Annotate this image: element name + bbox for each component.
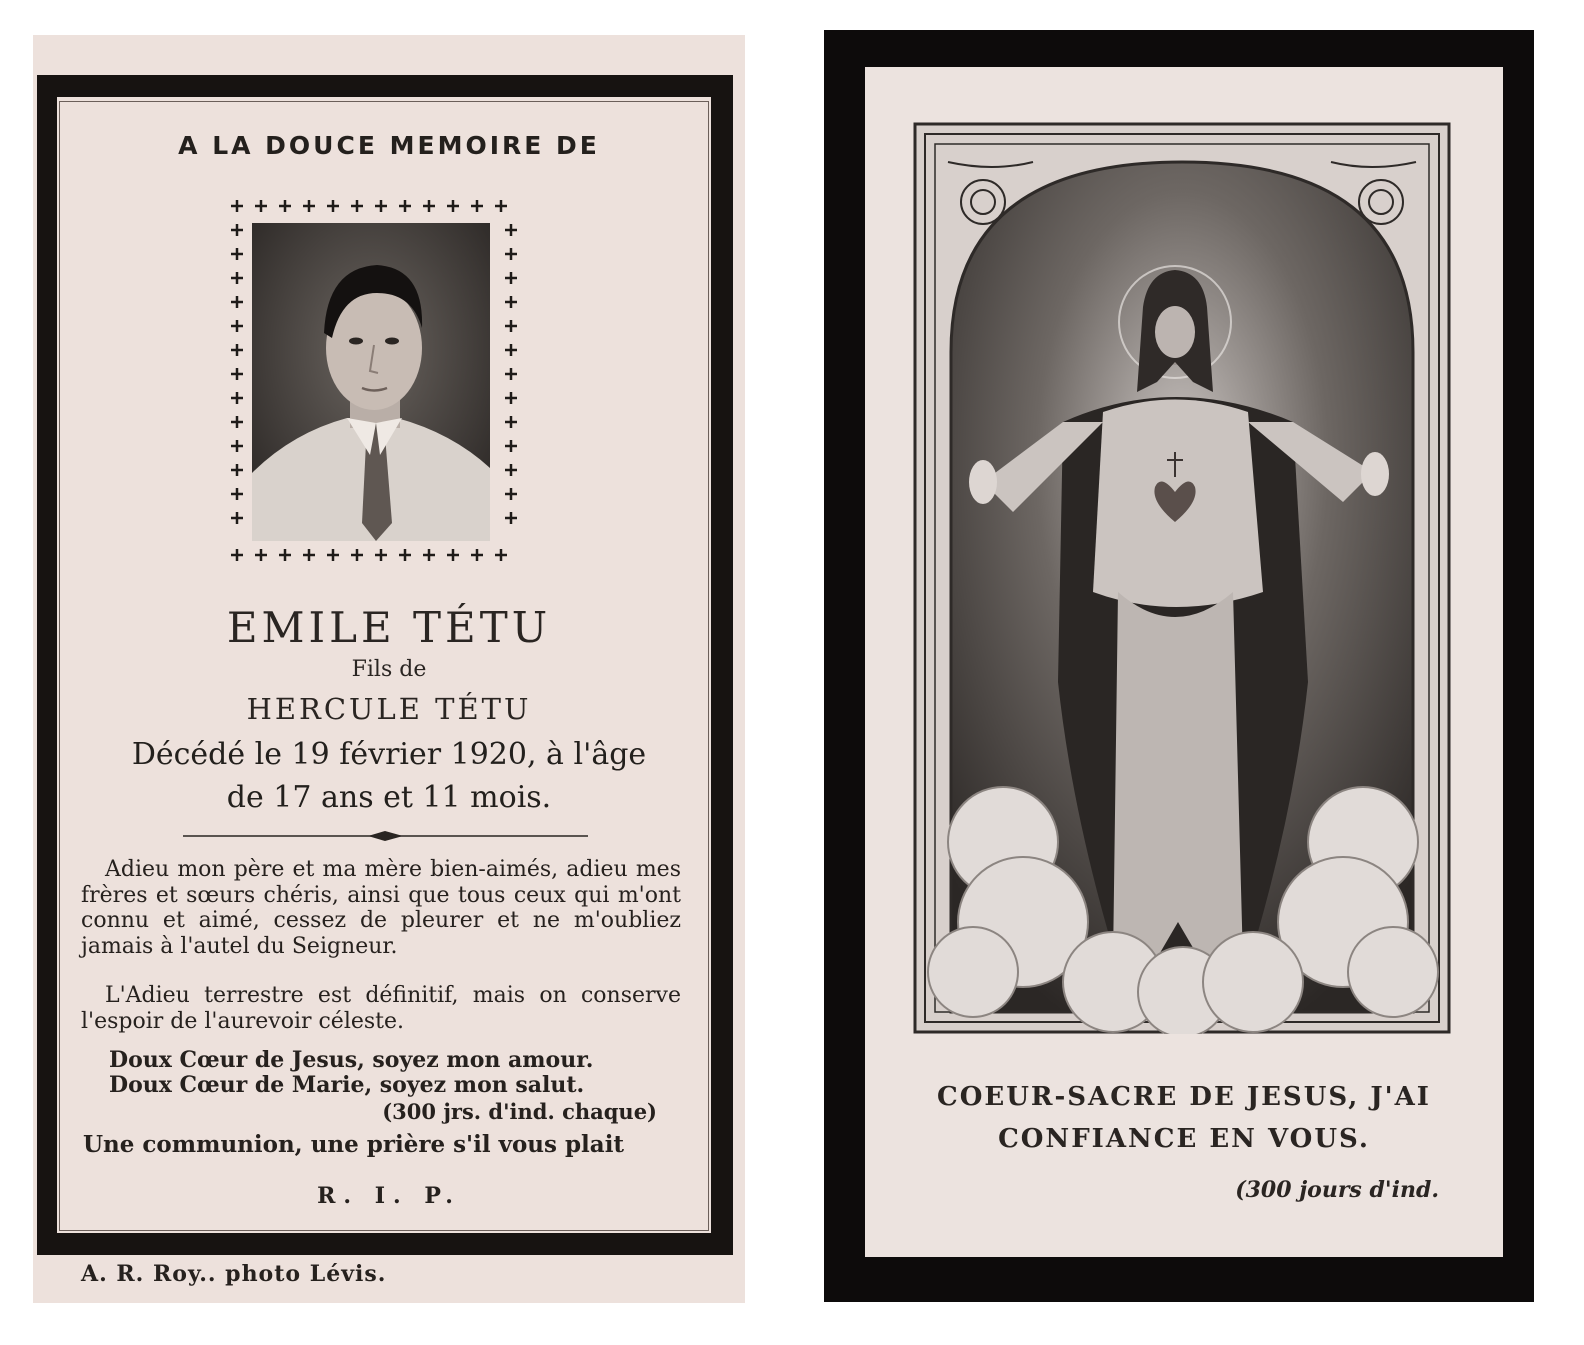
death-date-line-2: de 17 ans et 11 mois. <box>226 780 552 815</box>
memorial-card-back <box>865 67 1503 1257</box>
deceased-name: EMILE TÉTU <box>226 603 552 652</box>
prayer-line-jesus: Doux Cœur de Jesus, soyez mon amour. <box>109 1047 594 1073</box>
photographer-credit: A. R. Roy.. photo Lévis. <box>81 1261 387 1287</box>
prayer-line-mary: Doux Cœur de Marie, soyez mon salut. <box>109 1072 585 1098</box>
ornamental-divider <box>183 830 588 842</box>
rip-text: R. I. P. <box>317 1183 461 1209</box>
son-of-label: Fils de <box>351 657 427 682</box>
sacred-heart-image <box>913 122 1451 1034</box>
communion-request: Une communion, une prière s'il vous plait <box>83 1131 625 1158</box>
death-date-line-1: Décédé le 19 février 1920, à l'âge <box>131 737 647 772</box>
father-name: HERCULE TÉTU <box>246 692 532 726</box>
indulgence-note-back: (300 jours d'ind. <box>1235 1177 1439 1203</box>
devotion-caption-line-2: CONFIANCE EN VOUS. <box>998 1124 1370 1154</box>
hope-paragraph: L'Adieu terrestre est définitif, mais on conserve l'espoir de l'aurevoir céleste. <box>81 983 681 1034</box>
memorial-card-front <box>33 35 745 1303</box>
portrait-photo <box>252 223 490 541</box>
dedication-header: A LA DOUCE MEMOIRE DE <box>178 131 600 160</box>
death-date-text <box>73 733 705 819</box>
indulgence-note: (300 jrs. d'ind. chaque) <box>382 1099 657 1124</box>
devotion-caption-line-1: COEUR-SACRE DE JESUS, J'AI <box>937 1082 1431 1112</box>
farewell-paragraph: Adieu mon père et ma mère bien-aimés, adieu mes frères et sœurs chéris, ainsi que tous ceux qui m'ont connu et aimé, cessez de pleurer et ne m'oubliez jamais à l'autel du Seigneur. <box>81 857 681 959</box>
